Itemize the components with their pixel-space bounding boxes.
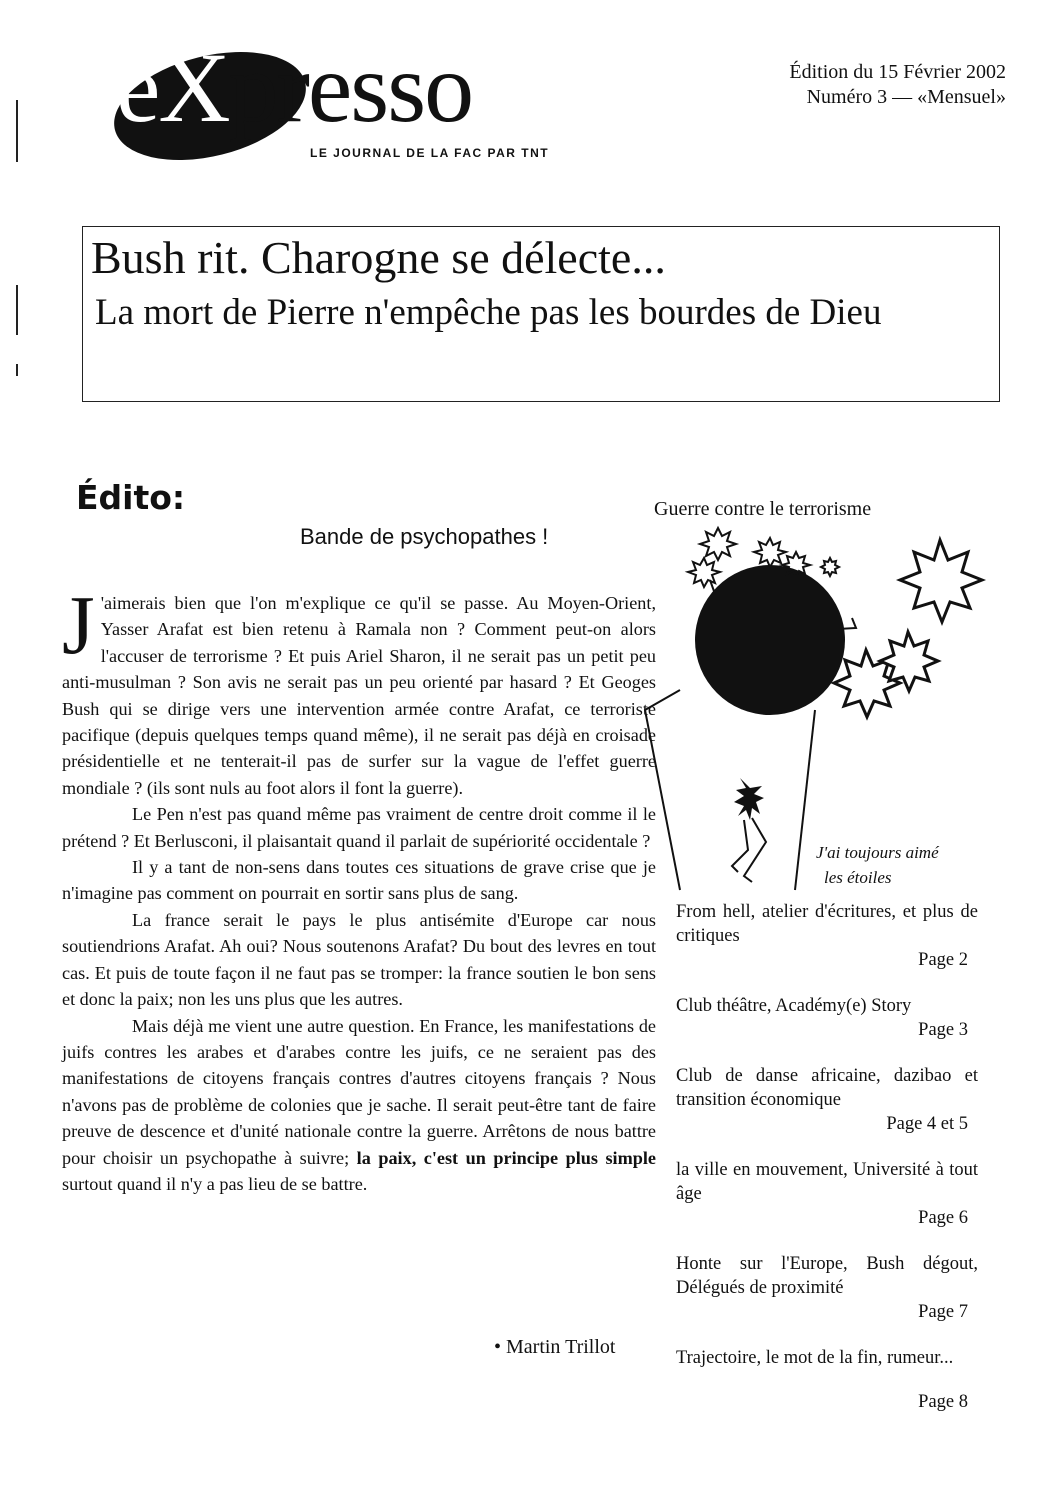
edito-title: Édito: bbox=[76, 478, 186, 517]
edito-article bbox=[62, 579, 656, 1197]
tagline: LE JOURNAL DE LA FAC PAR TNT bbox=[310, 146, 550, 160]
headline-subtitle: La mort de Pierre n'empêche pas les bourdes de Dieu bbox=[95, 292, 882, 333]
logo: eXpresso bbox=[116, 32, 473, 143]
edition-info bbox=[789, 60, 1006, 110]
article-paragraph: Mais déjà me vient une autre question. En France, les manifestations de juifs contres les arabes et d'arabes contre les juifs, ce ne seraient pas des manifestations de citoyens français contres d'autres citoyens français ? Nous n'avons pas de problème de colonies que je sache. Il serait peut-être tant de faire preuve de descence et d'unité nationale contre la guerre. Arrêtons de nous battre pour choisir un psychopathe à suivre; la paix, c'est un principe plus simple surtout quand il n'y a pas lieu de se battre. bbox=[62, 1015, 656, 1194]
article-paragraph: La france serait le pays le plus antisémite d'Europe car nous soutiendrions Arafat. Ah oui? Nous soutenons Arafat? Du bout des levres en tout cas. Et puis de toute façon il ne faut pas se tromper: la france soutien le bon sens et donc la paix; non les uns plus que les autres. bbox=[62, 909, 656, 1010]
drop-cap: J bbox=[62, 579, 95, 672]
toc-item: Club théâtre, Académy(e) Story Page 3 bbox=[676, 996, 968, 1040]
cartoon-quote: J'ai toujours aimé les étoiles bbox=[816, 843, 939, 887]
toc-item: Trajectoire, le mot de la fin, rumeur... Page 8 bbox=[676, 1348, 968, 1412]
article-paragraph: Il y a tant de non-sens dans toutes ces situations de grave crise que je n'imagine pas comment on pourrait en sortir sans plus de sang. bbox=[62, 857, 656, 904]
cartoon-caption: Guerre contre le terrorisme bbox=[654, 498, 872, 520]
toc-item: Club de danse africaine, dazibao et transition économique Page 4 et 5 bbox=[676, 1066, 978, 1134]
emphasis: la paix, c'est un principe plus simple bbox=[356, 1147, 656, 1168]
toc-item: Honte sur l'Europe, Bush dégout, Délégués de proximité Page 7 bbox=[676, 1254, 978, 1322]
table-of-contents bbox=[676, 900, 978, 1436]
toc-item: la ville en mouvement, Université à tout âge Page 6 bbox=[676, 1160, 978, 1228]
issue-number: Numéro 3 — «Mensuel» bbox=[806, 86, 1006, 108]
article-paragraph: Le Pen n'est pas quand même pas vraiment de centre droit comme il le prétend ? Et Berlusconi, il plaisantait quand il parlait de supériorité occidentale ? bbox=[62, 804, 656, 851]
margin-mark bbox=[16, 285, 18, 335]
toc-item: From hell, atelier d'écritures, et plus de critiques Page 2 bbox=[676, 902, 978, 970]
headline-title: Bush rit. Charogne se délecte... bbox=[91, 232, 666, 283]
headline-box bbox=[82, 226, 1000, 402]
article-paragraph: J 'aimerais bien que l'on m'explique ce qu'il se passe. Au Moyen-Orient, Yasser Arafat est bien retenu à Ramala non ? Comment peut-on alors l'accuser de terrorisme ? Et puis Ariel Sharon, il ne serait pas un petit peu anti-musulman ? Son avis ne serait pas un peu orienté par hasard ? Et Geoges Bush qui se dirige vers une intervention armée contre Arafat, ce terroriste pacifique (depuis quelques temps quand même), il ne serait pas déjà en croisade présidentielle et ne tenterait-il pas de surfer sur la vague de l'effet guerre mondiale ? (ils sont nuls au foot alors il font la guerre). bbox=[62, 579, 656, 798]
margin-mark bbox=[16, 364, 18, 376]
edition-date: Édition du 15 Février 2002 bbox=[789, 61, 1006, 83]
edito-subtitle: Bande de psychopathes ! bbox=[300, 524, 549, 549]
cartoon-illustration bbox=[620, 520, 1000, 900]
masthead bbox=[110, 28, 590, 178]
bomb-circle bbox=[695, 565, 845, 715]
margin-mark bbox=[16, 100, 18, 162]
author-signature: • Martin Trillot bbox=[494, 1336, 616, 1358]
